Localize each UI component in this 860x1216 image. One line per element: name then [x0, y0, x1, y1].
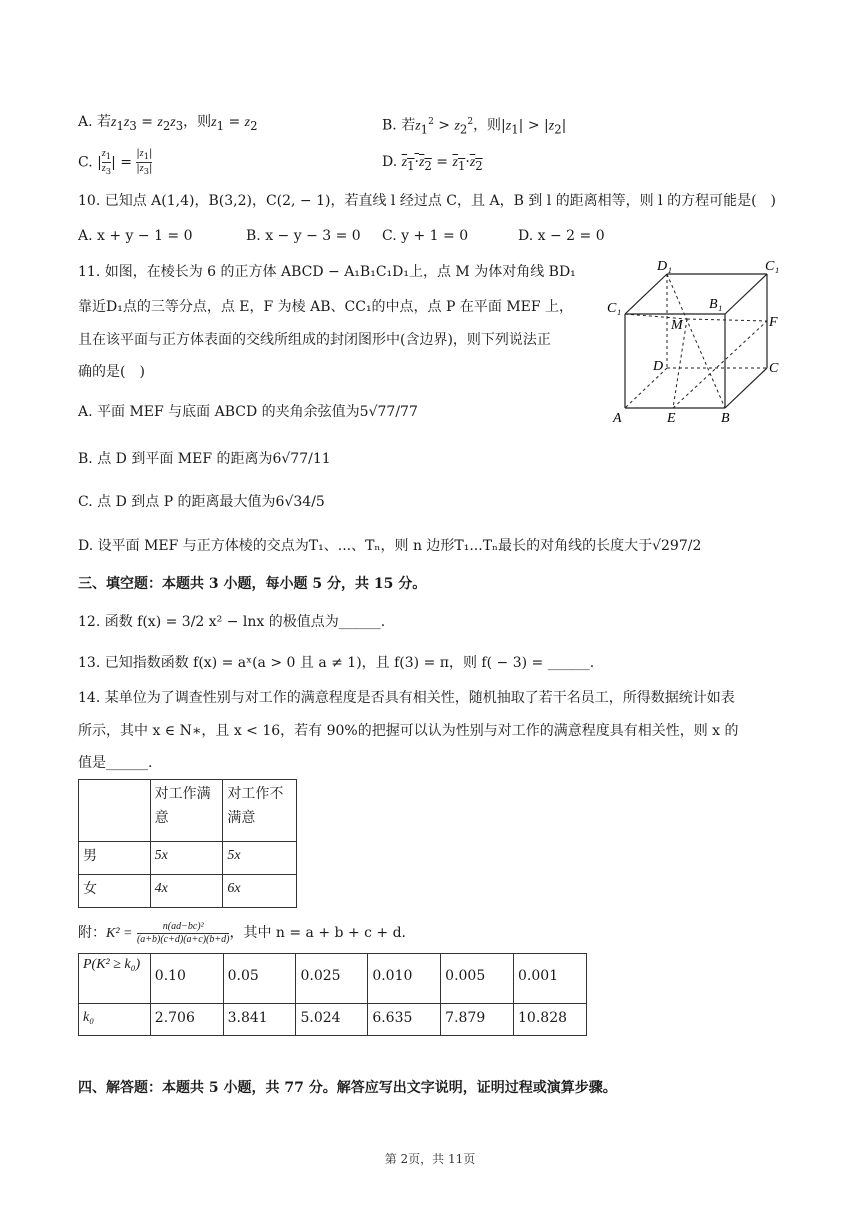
table-cell: 5.024 — [296, 1004, 368, 1036]
section-3-heading: 三、填空题：本题共 3 小题，每小题 5 分，共 15 分。 — [78, 576, 427, 592]
table-cell: 0.10 — [150, 954, 223, 1004]
k2-numerator: n(ad−bc)² — [162, 920, 204, 932]
table-cell: 6x — [223, 875, 297, 908]
table-cell: 2.706 — [150, 1004, 223, 1036]
table-cell: 4x — [150, 875, 223, 908]
q10-stem: 10. 已知点 A(1,4)，B(3,2)，C(2, − 1)，若直线 l 经过点 C，且 A，B 到 l 的距离相等，则 l 的方程可能是( ) — [78, 193, 776, 209]
table-cell: k₀ — [79, 1004, 151, 1036]
label-d1: D₁ — [657, 259, 672, 274]
table-row — [79, 1004, 587, 1036]
table-cell: 6.635 — [368, 1004, 441, 1036]
table-row — [79, 780, 297, 842]
q9-option-d: D. $z_1\cdot z_2 = z_1\cdot z_2$ — [382, 154, 483, 173]
q9-option-c: C. $|z_1$ $z_3$ | = $|z_1|$ $|z_3|$ — [78, 148, 153, 176]
label-d: D — [653, 359, 664, 374]
critical-value-table — [78, 953, 587, 1036]
table-cell: 女 — [79, 875, 151, 908]
q11-option-d: D. 设平面 MEF 与正方体棱的交点为T₁、...、Tₙ，则 n 边形T₁...Tₙ最长的对角线的长度大于√297/2 — [78, 538, 702, 554]
table-cell: 3.841 — [223, 1004, 296, 1036]
q11-option-a: A. 平面 MEF 与底面 ABCD 的夹角余弦值为5√77/77 — [78, 404, 418, 420]
label-m: M — [671, 318, 683, 333]
table-row — [79, 875, 297, 908]
label-c1: C₁ — [765, 259, 780, 274]
q9-option-a: A. 若$z_1z_3 = z_2z_3$，则$z_1 = z_2$ — [78, 114, 258, 133]
q10-option-a: A. x + y − 1 = 0 — [78, 228, 193, 244]
label-c: C — [769, 361, 779, 376]
k2-denominator: (a+b)(c+d)(a+c)(b+d) — [136, 933, 230, 945]
section-4-heading: 四、解答题：本题共 5 小题，共 77 分。解答应写出文字说明，证明过程或演算步骤。 — [78, 1080, 617, 1096]
q12: 12. 函数 f(x) = 3/2 x² − lnx 的极值点为______. — [78, 614, 386, 630]
q11-line-3: 且在该平面与正方体表面的交线所组成的封闭图形中(含边界)，则下列说法正 — [78, 332, 551, 348]
q11-line-4: 确的是( ) — [78, 364, 145, 380]
table-cell: 7.879 — [441, 1004, 514, 1036]
q14-line-3: 值是______. — [78, 755, 153, 771]
label-b1: B₁ — [709, 297, 723, 312]
q10-option-b: B. x − y − 3 = 0 — [246, 228, 361, 244]
q11-option-c: C. 点 D 到点 P 的距离最大值为6√34/5 — [78, 494, 325, 510]
label-c1-left: C₁ — [607, 301, 622, 316]
label-f: F — [769, 315, 778, 330]
q14-line-2: 所示，其中 x ∈ N∗，且 x < 16，若有 90%的把握可以认为性别与对工作的满意程度具有相关性，则 x 的 — [78, 723, 739, 739]
q10-option-c: C. y + 1 = 0 — [382, 228, 469, 244]
table-cell: 对工作满意 — [150, 780, 223, 842]
q11-line-2: 靠近D₁点的三等分点，点 E，F 为棱 AB、CC₁的中点，点 P 在平面 MEF 上， — [78, 299, 574, 315]
table-cell: 0.05 — [223, 954, 296, 1004]
contingency-table — [78, 779, 297, 908]
cube-figure — [605, 256, 795, 426]
table-cell: 0.005 — [441, 954, 514, 1004]
q13: 13. 已知指数函数 f(x) = aˣ(a > 0 且 a ≠ 1)，且 f(3) = π，则 f( − 3) = ______. — [78, 655, 595, 671]
label-e: E — [667, 411, 676, 426]
table-cell — [79, 780, 151, 842]
q10-option-d: D. x − 2 = 0 — [518, 228, 605, 244]
q11-line-1: 11. 如图，在棱长为 6 的正方体 ABCD − A₁B₁C₁D₁上，点 M 为体对角线 BD₁ — [78, 264, 576, 280]
table-cell: 0.025 — [296, 954, 368, 1004]
q14-line-1: 14. 某单位为了调查性别与对工作的满意程度是否具有相关性，随机抽取了若干名员工，所得数据统计如表 — [78, 690, 735, 706]
table-cell: 10.828 — [514, 1004, 587, 1036]
label-a: A — [613, 411, 622, 426]
table-cell: 男 — [79, 842, 151, 875]
table-cell: 5x — [223, 842, 297, 875]
table-cell: 0.010 — [368, 954, 441, 1004]
q9-option-b: B. 若$z_1^2 > z_2^2$，则$|z_1| > |z_2|$ — [382, 117, 567, 137]
table-row — [79, 842, 297, 875]
label-b: B — [721, 411, 730, 426]
q11-option-b: B. 点 D 到平面 MEF 的距离为6√77/11 — [78, 451, 331, 467]
table-cell: P(K² ≥ k₀) — [79, 954, 151, 1004]
table-cell: 对工作不满意 — [223, 780, 297, 842]
q14-note: 附：$K^2 = \frac{\text{n(ad−bc)²}}{(a+b)(c+d)(a+c)(b+d)}$ ，其中 n = a + b + c + d. — [78, 920, 407, 945]
table-row — [79, 954, 587, 1004]
table-cell: 5x — [150, 842, 223, 875]
table-cell: 0.001 — [514, 954, 587, 1004]
page-footer: 第 2页，共 11页 — [384, 1152, 476, 1166]
